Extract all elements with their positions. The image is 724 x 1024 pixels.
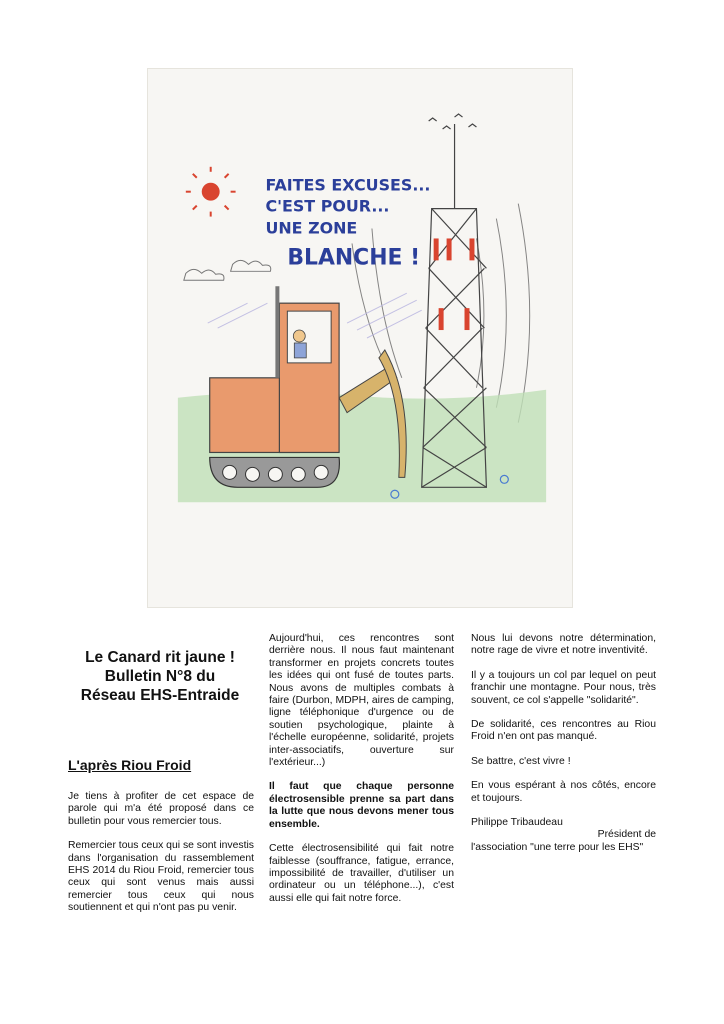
paragraph: Je tiens à profiter de cet espace de parole qui m'a été proposé dans ce bulletin pour vous remercier tous.	[68, 791, 254, 827]
signature-role: Président de	[597, 829, 656, 841]
cartoon-caption	[265, 176, 430, 271]
caption-line-2: C'EST POUR...	[265, 196, 390, 216]
sun-drawing	[186, 167, 236, 217]
title-line-1: Le Canard rit jaune !	[85, 649, 235, 666]
column-3	[471, 633, 656, 854]
section-heading: L'après Riou Froid	[68, 757, 192, 773]
signature-block	[471, 817, 656, 854]
title-line-3: Réseau EHS-Entraide	[80, 687, 240, 704]
paragraph: Il y a toujours un col par lequel on peut franchir une montagne. Pour nous, très souvent, ce col s'appelle "solidarité".	[471, 669, 656, 706]
caption-line-1: FAITES EXCUSES...	[265, 175, 431, 195]
paragraph: Cette électrosensibilité qui fait notre faiblesse (souffrance, fatigue, errance, impossibilité de travailler, d'utiliser un ordinateur ou un téléphone...), c'est aussi elle qui fait notre force.	[269, 843, 454, 904]
paragraph: De solidarité, ces rencontres au Riou Froid n'en ont pas manqué.	[471, 719, 656, 743]
column-1	[68, 791, 254, 927]
paragraph: Se battre, c'est vivre !	[471, 755, 571, 767]
bulletin-title	[60, 648, 260, 705]
signature-organization: l'association "une terre pour les EHS"	[471, 841, 644, 853]
paragraph: Remercier tous ceux qui se sont investis dans l'organisation du rassemblement EHS 2014 du Riou Froid, remercier tous ceux qui sont venus mais aussi remercier tous ceux qui nous soutiennent et qui n'ont pas pu venir.	[68, 840, 254, 914]
paragraph: En vous espérant à nos côtés, encore et toujours.	[471, 780, 656, 804]
title-line-2: Bulletin N°8 du	[104, 668, 216, 685]
cartoon-illustration	[147, 68, 573, 608]
caption-line-3: UNE ZONE	[265, 218, 358, 238]
column-2	[269, 633, 454, 917]
paragraph: Aujourd'hui, ces rencontres sont derrière nous. Il nous faut maintenant transformer en projets concrets toutes les idées qui ont fusé de toutes parts. Nous avons de multiples combats à faire (Durbon, MDPH, aires de camping, ligne téléphonique d'urgence ou de soutien psychologique, plainte à l'échelle européenne, solidarité, projets inter-associatifs, ouverture sur l'extérieur...)	[269, 633, 454, 769]
paragraph: Nous lui devons notre détermination, notre rage de vivre et notre inventivité.	[471, 633, 656, 657]
signature-name: Philippe Tribaudeau	[471, 817, 563, 829]
bold-paragraph: Il faut que chaque personne électrosensible prenne sa part dans la lutte que nous devons mener tous ensemble.	[269, 781, 454, 830]
caption-line-4: BLANCHE !	[287, 245, 421, 271]
